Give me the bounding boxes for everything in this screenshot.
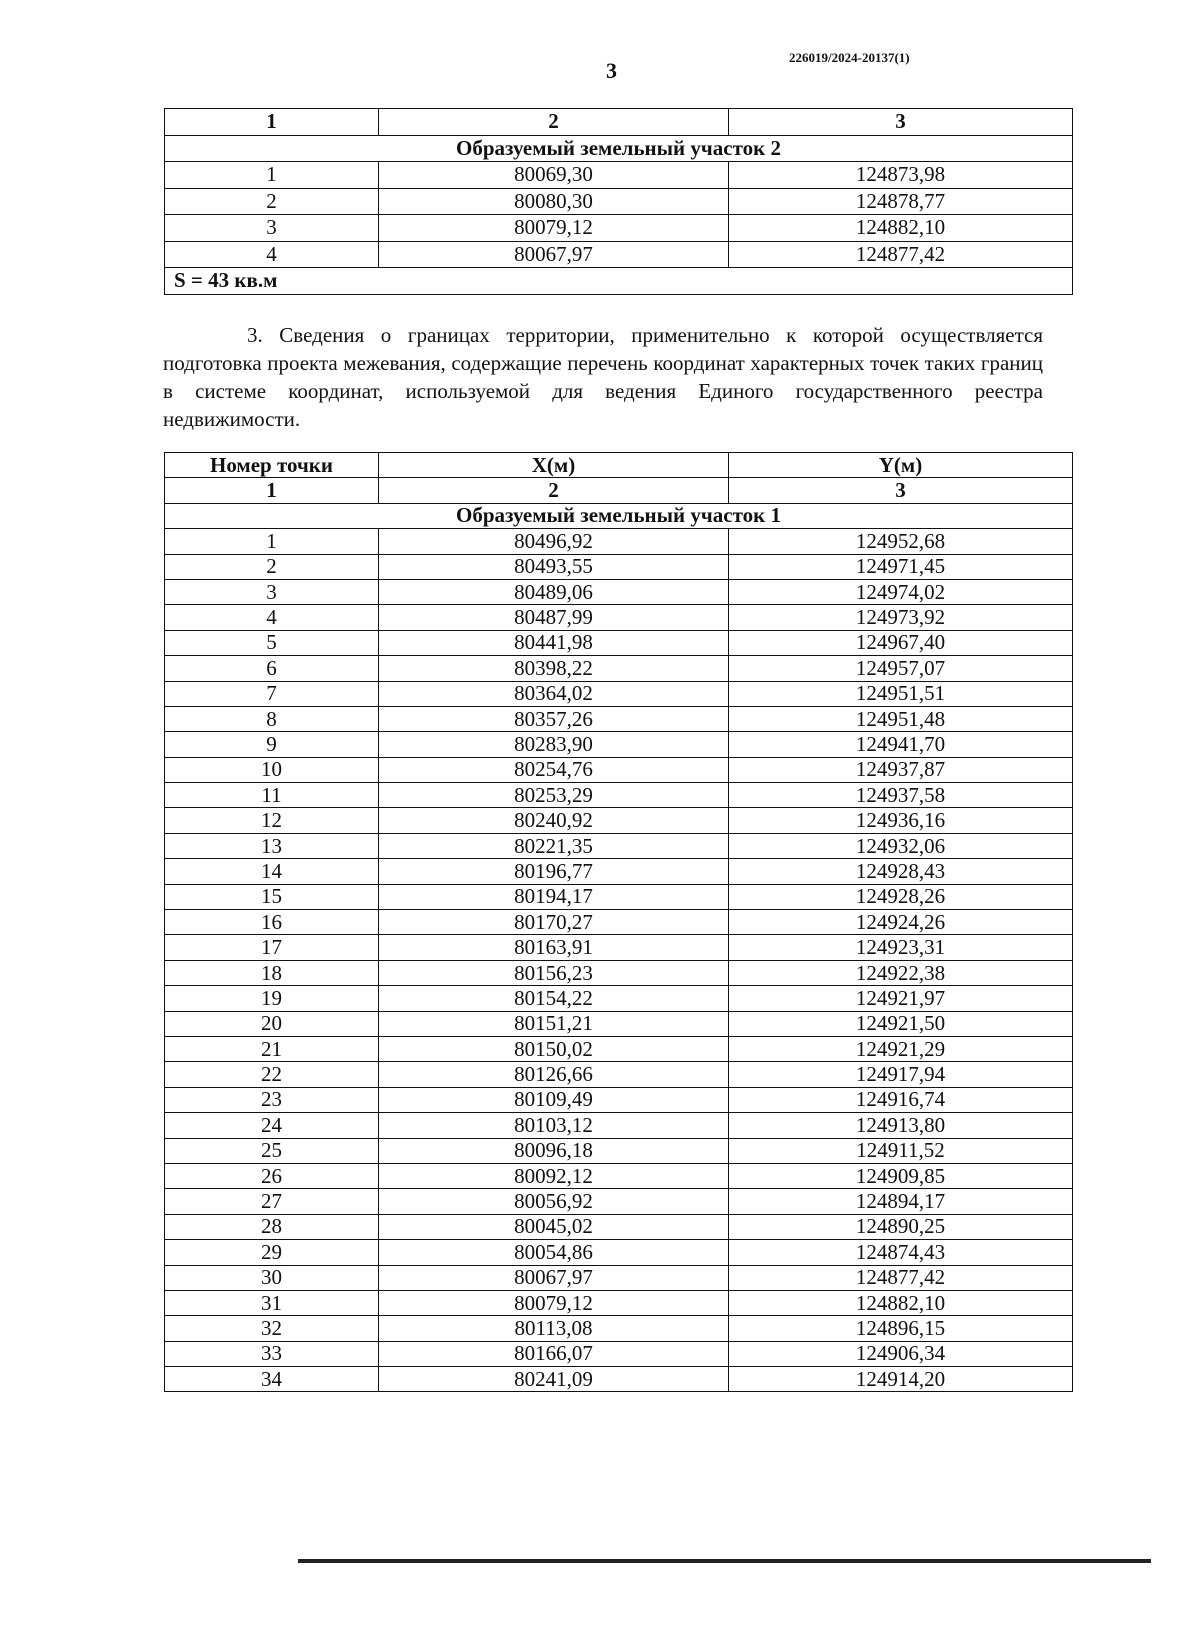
point-number-cell: 1 — [165, 529, 379, 554]
x-coordinate-cell: 80109,49 — [379, 1087, 729, 1112]
y-coordinate-cell: 124928,43 — [729, 859, 1073, 884]
y-coordinate-cell: 124896,15 — [729, 1316, 1073, 1341]
area-cell: S = 43 кв.м — [165, 268, 1073, 295]
y-coordinate-cell: 124928,26 — [729, 884, 1073, 909]
table-row — [165, 605, 1073, 630]
table-row — [165, 935, 1073, 960]
x-coordinate-cell: 80126,66 — [379, 1062, 729, 1087]
column-number-cell: 2 — [379, 109, 729, 136]
point-number-cell: 24 — [165, 1113, 379, 1138]
table-row — [165, 859, 1073, 884]
x-coordinate-cell: 80253,29 — [379, 783, 729, 808]
x-coordinate-cell: 80398,22 — [379, 656, 729, 681]
table-row — [165, 630, 1073, 655]
table-row — [165, 1189, 1073, 1214]
y-coordinate-cell: 124882,10 — [729, 215, 1073, 242]
point-number-cell: 4 — [165, 605, 379, 630]
table-row — [165, 1316, 1073, 1341]
point-number-cell: 11 — [165, 783, 379, 808]
table-row — [165, 783, 1073, 808]
x-coordinate-cell: 80079,12 — [379, 1290, 729, 1315]
y-coordinate-cell: 124941,70 — [729, 732, 1073, 757]
table-row — [165, 1290, 1073, 1315]
point-number-cell: 17 — [165, 935, 379, 960]
y-coordinate-cell: 124917,94 — [729, 1062, 1073, 1087]
x-coordinate-cell: 80489,06 — [379, 579, 729, 604]
point-number-cell: 9 — [165, 732, 379, 757]
header-point-number: Номер точки — [165, 453, 379, 478]
scan-edge-line — [298, 1559, 1151, 1563]
point-number-cell: 10 — [165, 757, 379, 782]
x-coordinate-cell: 80170,27 — [379, 910, 729, 935]
table-row — [165, 215, 1073, 242]
y-coordinate-cell: 124923,31 — [729, 935, 1073, 960]
y-coordinate-cell: 124877,42 — [729, 1265, 1073, 1290]
point-number-cell: 31 — [165, 1290, 379, 1315]
table-row — [165, 833, 1073, 858]
point-number-cell: 14 — [165, 859, 379, 884]
point-number-cell: 2 — [165, 188, 379, 215]
section-title: Образуемый земельный участок 2 — [165, 135, 1073, 162]
table-row — [165, 1138, 1073, 1163]
header-x-coordinate: X(м) — [379, 453, 729, 478]
column-number-cell: 1 — [165, 109, 379, 136]
y-coordinate-cell: 124913,80 — [729, 1113, 1073, 1138]
table-row — [165, 529, 1073, 554]
point-number-cell: 29 — [165, 1240, 379, 1265]
x-coordinate-cell: 80441,98 — [379, 630, 729, 655]
page-number: 3 — [606, 58, 617, 83]
x-coordinate-cell: 80096,18 — [379, 1138, 729, 1163]
x-coordinate-cell: 80221,35 — [379, 833, 729, 858]
header-y-coordinate: Y(м) — [729, 453, 1073, 478]
x-coordinate-cell: 80092,12 — [379, 1163, 729, 1188]
y-coordinate-cell: 124974,02 — [729, 579, 1073, 604]
table-row — [165, 1265, 1073, 1290]
y-coordinate-cell: 124937,87 — [729, 757, 1073, 782]
x-coordinate-cell: 80151,21 — [379, 1011, 729, 1036]
y-coordinate-cell: 124877,42 — [729, 241, 1073, 268]
x-coordinate-cell: 80163,91 — [379, 935, 729, 960]
document-id: 226019/2024-20137(1) — [789, 50, 910, 65]
x-coordinate-cell: 80254,76 — [379, 757, 729, 782]
table-row — [165, 1214, 1073, 1239]
y-coordinate-cell: 124874,43 — [729, 1240, 1073, 1265]
point-number-cell: 27 — [165, 1189, 379, 1214]
x-coordinate-cell: 80113,08 — [379, 1316, 729, 1341]
x-coordinate-cell: 80150,02 — [379, 1036, 729, 1061]
y-coordinate-cell: 124921,97 — [729, 986, 1073, 1011]
point-number-cell: 3 — [165, 579, 379, 604]
x-coordinate-cell: 80079,12 — [379, 215, 729, 242]
point-number-cell: 8 — [165, 706, 379, 731]
x-coordinate-cell: 80067,97 — [379, 1265, 729, 1290]
point-number-cell: 34 — [165, 1367, 379, 1392]
table-row — [165, 910, 1073, 935]
y-coordinate-cell: 124957,07 — [729, 656, 1073, 681]
table-row — [165, 1036, 1073, 1061]
table-row — [165, 884, 1073, 909]
x-coordinate-cell: 80194,17 — [379, 884, 729, 909]
x-coordinate-cell: 80080,30 — [379, 188, 729, 215]
area-row — [165, 268, 1073, 295]
coordinates-table-plot-2 — [164, 108, 1073, 295]
y-coordinate-cell: 124921,50 — [729, 1011, 1073, 1036]
x-coordinate-cell: 80364,02 — [379, 681, 729, 706]
table-row — [165, 706, 1073, 731]
point-number-cell: 20 — [165, 1011, 379, 1036]
point-number-cell: 28 — [165, 1214, 379, 1239]
x-coordinate-cell: 80067,97 — [379, 241, 729, 268]
y-coordinate-cell: 124936,16 — [729, 808, 1073, 833]
point-number-cell: 32 — [165, 1316, 379, 1341]
x-coordinate-cell: 80166,07 — [379, 1341, 729, 1366]
y-coordinate-cell: 124906,34 — [729, 1341, 1073, 1366]
x-coordinate-cell: 80487,99 — [379, 605, 729, 630]
table-row — [165, 188, 1073, 215]
table-row — [165, 757, 1073, 782]
x-coordinate-cell: 80045,02 — [379, 1214, 729, 1239]
table-row — [165, 1113, 1073, 1138]
column-number-cell: 3 — [729, 109, 1073, 136]
point-number-cell: 23 — [165, 1087, 379, 1112]
y-coordinate-cell: 124973,92 — [729, 605, 1073, 630]
x-coordinate-cell: 80357,26 — [379, 706, 729, 731]
x-coordinate-cell: 80156,23 — [379, 960, 729, 985]
y-coordinate-cell: 124882,10 — [729, 1290, 1073, 1315]
y-coordinate-cell: 124916,74 — [729, 1087, 1073, 1112]
y-coordinate-cell: 124922,38 — [729, 960, 1073, 985]
y-coordinate-cell: 124924,26 — [729, 910, 1073, 935]
column-number-cell: 3 — [729, 478, 1073, 503]
point-number-cell: 33 — [165, 1341, 379, 1366]
point-number-cell: 26 — [165, 1163, 379, 1188]
table-row — [165, 656, 1073, 681]
table-row — [165, 554, 1073, 579]
table-row — [165, 1240, 1073, 1265]
y-coordinate-cell: 124937,58 — [729, 783, 1073, 808]
table-row — [165, 681, 1073, 706]
y-coordinate-cell: 124967,40 — [729, 630, 1073, 655]
y-coordinate-cell: 124914,20 — [729, 1367, 1073, 1392]
x-coordinate-cell: 80196,77 — [379, 859, 729, 884]
y-coordinate-cell: 124951,48 — [729, 706, 1073, 731]
point-number-cell: 15 — [165, 884, 379, 909]
header-row — [165, 453, 1073, 478]
y-coordinate-cell: 124951,51 — [729, 681, 1073, 706]
point-number-cell: 1 — [165, 162, 379, 189]
point-number-cell: 30 — [165, 1265, 379, 1290]
coordinates-table-plot-1 — [164, 452, 1073, 1392]
table-row — [165, 1341, 1073, 1366]
y-coordinate-cell: 124909,85 — [729, 1163, 1073, 1188]
table-row — [165, 1163, 1073, 1188]
table-row — [165, 1062, 1073, 1087]
y-coordinate-cell: 124911,52 — [729, 1138, 1073, 1163]
y-coordinate-cell: 124890,25 — [729, 1214, 1073, 1239]
y-coordinate-cell: 124878,77 — [729, 188, 1073, 215]
x-coordinate-cell: 80054,86 — [379, 1240, 729, 1265]
table-row — [165, 1367, 1073, 1392]
x-coordinate-cell: 80154,22 — [379, 986, 729, 1011]
section-3-paragraph: 3. Сведения о границах территории, применительно к которой осуществляется подготовка проекта межевания, содержащие перечень координат характерных точек таких границ в системе координат, используемой для ведения Единого государственного реестра недвижимости. — [163, 323, 1043, 431]
point-number-cell: 13 — [165, 833, 379, 858]
point-number-cell: 6 — [165, 656, 379, 681]
table-row — [165, 960, 1073, 985]
point-number-cell: 19 — [165, 986, 379, 1011]
point-number-cell: 16 — [165, 910, 379, 935]
table-row — [165, 1011, 1073, 1036]
x-coordinate-cell: 80493,55 — [379, 554, 729, 579]
section-row — [165, 135, 1073, 162]
x-coordinate-cell: 80069,30 — [379, 162, 729, 189]
x-coordinate-cell: 80240,92 — [379, 808, 729, 833]
point-number-cell: 25 — [165, 1138, 379, 1163]
column-number-row — [165, 109, 1073, 136]
point-number-cell: 22 — [165, 1062, 379, 1087]
point-number-cell: 12 — [165, 808, 379, 833]
y-coordinate-cell: 124932,06 — [729, 833, 1073, 858]
point-number-cell: 18 — [165, 960, 379, 985]
table-row — [165, 808, 1073, 833]
section-title: Образуемый земельный участок 1 — [165, 503, 1073, 528]
column-number-cell: 1 — [165, 478, 379, 503]
x-coordinate-cell: 80056,92 — [379, 1189, 729, 1214]
point-number-cell: 4 — [165, 241, 379, 268]
y-coordinate-cell: 124873,98 — [729, 162, 1073, 189]
x-coordinate-cell: 80283,90 — [379, 732, 729, 757]
x-coordinate-cell: 80496,92 — [379, 529, 729, 554]
y-coordinate-cell: 124894,17 — [729, 1189, 1073, 1214]
x-coordinate-cell: 80241,09 — [379, 1367, 729, 1392]
point-number-cell: 2 — [165, 554, 379, 579]
table-row — [165, 162, 1073, 189]
y-coordinate-cell: 124971,45 — [729, 554, 1073, 579]
point-number-cell: 21 — [165, 1036, 379, 1061]
column-number-row — [165, 478, 1073, 503]
point-number-cell: 5 — [165, 630, 379, 655]
point-number-cell: 3 — [165, 215, 379, 242]
x-coordinate-cell: 80103,12 — [379, 1113, 729, 1138]
table-row — [165, 579, 1073, 604]
table-row — [165, 732, 1073, 757]
table-row — [165, 986, 1073, 1011]
column-number-cell: 2 — [379, 478, 729, 503]
section-row — [165, 503, 1073, 528]
table-row — [165, 241, 1073, 268]
y-coordinate-cell: 124952,68 — [729, 529, 1073, 554]
table-row — [165, 1087, 1073, 1112]
y-coordinate-cell: 124921,29 — [729, 1036, 1073, 1061]
point-number-cell: 7 — [165, 681, 379, 706]
